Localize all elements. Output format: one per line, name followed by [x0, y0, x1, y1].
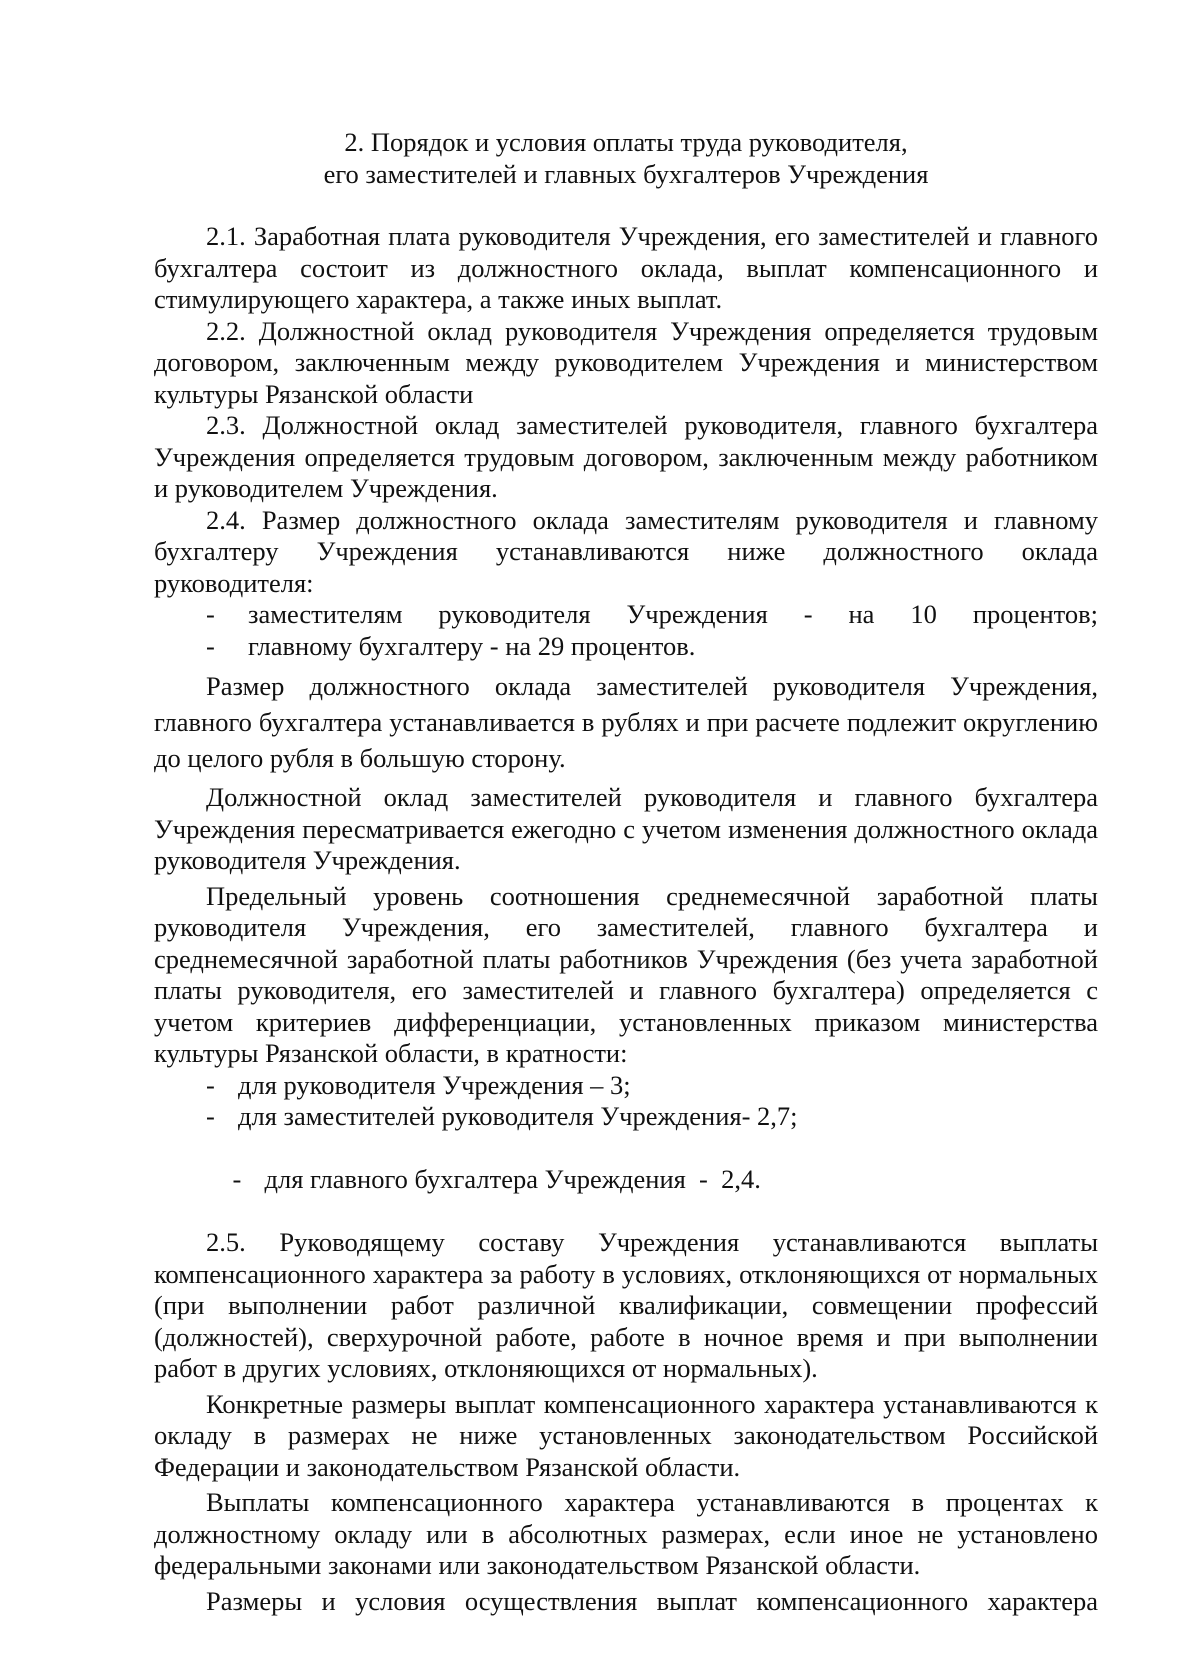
list-item: [154, 1101, 1098, 1133]
heading-line-1: 2. Порядок и условия оплаты труда руководителя,: [344, 127, 908, 157]
dash-marker: -: [232, 1164, 242, 1194]
paragraph-size-rounding: Размер должностного оклада заместителей руководителя Учреждения, главного бухгалтера устанавливается в рублях и при расчете подлежит округлению до целого рубля в большую сторону.: [154, 671, 1098, 773]
list-item-text: для руководителя Учреждения – 3;: [238, 1069, 631, 1100]
paragraph-last: Размеры и условия осуществления выплат компенсационного характера: [206, 1585, 1098, 1616]
list-item-text: для заместителей руководителя Учреждения- 2,7;: [238, 1101, 798, 1131]
list-item-text: для главного бухгалтера Учреждения - 2,4.: [264, 1164, 761, 1194]
paragraph-2-2: 2.2. Должностной оклад руководителя Учреждения определяется трудовым договором, заключенным между руководителем Учреждения и министерством культуры Рязанской области: [154, 315, 1098, 409]
paragraph-2-1: 2.1. Заработная плата руководителя Учреждения, его заместителей и главного бухгалтера состоит из должностного оклада, выплат компенсационного и стимулирующего характера, а также иных выплат.: [154, 221, 1098, 314]
dash-marker: -: [206, 1101, 215, 1131]
section-heading: [154, 126, 1098, 190]
paragraph-concrete-sizes: Конкретные размеры выплат компенсационного характера устанавливаются к окладу в размерах не ниже установленных законодательством Российской Федерации и законодательством Рязанской области.: [154, 1388, 1098, 1482]
dash-marker: -: [206, 1069, 215, 1100]
paragraph-2-3: 2.3. Должностной оклад заместителей руководителя, главного бухгалтера Учреждения определяется трудовым договором, заключенным между работником и руководителем Учреждения.: [154, 410, 1098, 503]
paragraph-2-4: 2.4. Размер должностного оклада заместителям руководителя и главному бухгалтеру Учреждения устанавливаются ниже должностного оклада руководителя:: [154, 504, 1098, 598]
list-item-text: заместителям руководителя Учреждения - на 10 процентов;: [248, 599, 1098, 629]
dash-marker: -: [206, 630, 215, 661]
list-item: [154, 599, 1098, 631]
list-item: [154, 1133, 1098, 1228]
paragraph-compensation-payments: Выплаты компенсационного характера устанавливаются в процентах к должностному окладу или в абсолютных размерах, если иное не установлено федеральными законами или законодательством Рязанской области.: [154, 1487, 1098, 1580]
list-item-text: главному бухгалтеру - на 29 процентов.: [248, 630, 696, 661]
paragraph-review: Должностной оклад заместителей руководителя и главного бухгалтера Учреждения пересматривается ежегодно с учетом изменения должностного оклада руководителя Учреждения.: [154, 782, 1098, 875]
list-item: [154, 1070, 1098, 1102]
dash-marker: -: [206, 599, 215, 629]
paragraph-2-5: 2.5. Руководящему составу Учреждения устанавливаются выплаты компенсационного характера за работу в условиях, отклоняющихся от нормальных (при выполнении работ различной квалификации, совмещении профессий (должностей), сверхурочной работе, работе в ночное время и при выполнении работ в других условиях, отклоняющихся от нормальных).: [154, 1227, 1098, 1383]
heading-line-2: его заместителей и главных бухгалтеров Учреждения: [323, 159, 929, 189]
paragraph-limit: Предельный уровень соотношения среднемесячной заработной платы руководителя Учреждения, его заместителей, главного бухгалтера и среднемесячной заработной платы работников Учреждения (без учета заработной платы руководителя, его заместителей и главного бухгалтера) определяется с учетом критериев дифференциации, установленных приказом министерства культуры Рязанской области, в кратности:: [154, 880, 1098, 1068]
list-item: [154, 631, 1098, 663]
document-page: [154, 126, 1098, 1617]
